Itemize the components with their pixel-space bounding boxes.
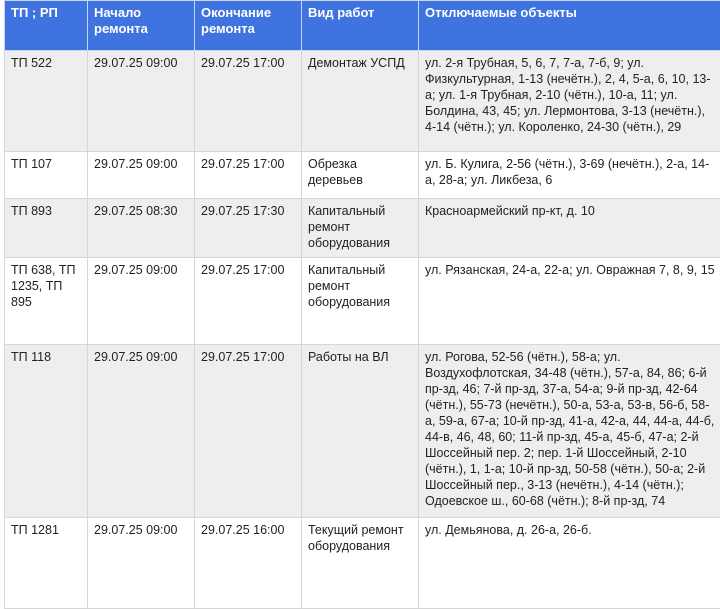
cell-work: Капитальный ремонт оборудования	[302, 199, 419, 258]
cell-tp: ТП 107	[5, 152, 88, 199]
cell-tp: ТП 893	[5, 199, 88, 258]
cell-work: Обрезка деревьев	[302, 152, 419, 199]
table-row	[5, 199, 720, 258]
header-objects: Отключаемые объекты	[419, 1, 720, 51]
cell-end: 29.07.25 17:00	[195, 152, 302, 199]
cell-start: 29.07.25 09:00	[88, 152, 195, 199]
cell-tp: ТП 638, ТП 1235, ТП 895	[5, 258, 88, 345]
cell-start: 29.07.25 09:00	[88, 345, 195, 518]
cell-end: 29.07.25 16:00	[195, 518, 302, 609]
cell-work: Демонтаж УСПД	[302, 51, 419, 152]
cell-objects: ул. 2-я Трубная, 5, 6, 7, 7-а, 7-б, 9; ул. Физкультурная, 1-13 (нечётн.), 2, 4, 5-а, 6, 10, 13-а; ул. 1-я Трубная, 2-10 (чётн.), 10-а, 11; ул. Болдина, 43, 45; ул. Лермонтова, 3-13 (нечётн.), 4-14 (чётн.); ул. Короленко, 24-30 (чётн.), 29	[419, 51, 720, 152]
cell-objects: ул. Б. Кулига, 2-56 (чётн.), 3-69 (нечётн.), 2-а, 14-а, 28-а; ул. Ликбеза, 6	[419, 152, 720, 199]
header-end: Окончание ремонта	[195, 1, 302, 51]
cell-end: 29.07.25 17:00	[195, 51, 302, 152]
cell-objects: ул. Рязанская, 24-а, 22-а; ул. Овражная 7, 8, 9, 15	[419, 258, 720, 345]
table-row	[5, 51, 720, 152]
cell-start: 29.07.25 09:00	[88, 258, 195, 345]
table-row	[5, 518, 720, 609]
table-row	[5, 345, 720, 518]
header-start: Начало ремонта	[88, 1, 195, 51]
header-row	[5, 1, 720, 51]
table-row	[5, 152, 720, 199]
header-tp: ТП ; РП	[5, 1, 88, 51]
outage-table	[4, 0, 720, 609]
cell-work: Текущий ремонт оборудования	[302, 518, 419, 609]
cell-tp: ТП 522	[5, 51, 88, 152]
header-work: Вид работ	[302, 1, 419, 51]
cell-work: Работы на ВЛ	[302, 345, 419, 518]
cell-tp: ТП 118	[5, 345, 88, 518]
cell-start: 29.07.25 09:00	[88, 51, 195, 152]
cell-end: 29.07.25 17:00	[195, 258, 302, 345]
cell-tp: ТП 1281	[5, 518, 88, 609]
table-row	[5, 258, 720, 345]
cell-start: 29.07.25 09:00	[88, 518, 195, 609]
cell-work: Капитальный ремонт оборудования	[302, 258, 419, 345]
cell-end: 29.07.25 17:30	[195, 199, 302, 258]
cell-start: 29.07.25 08:30	[88, 199, 195, 258]
cell-objects: ул. Демьянова, д. 26-а, 26-б.	[419, 518, 720, 609]
cell-objects: Красноармейский пр-кт, д. 10	[419, 199, 720, 258]
cell-objects: ул. Рогова, 52-56 (чётн.), 58-а; ул. Воздухофлотская, 34-48 (чётн.), 57-а, 84, 86; 6-й пр-зд, 46; 7-й пр-зд, 37-а, 54-а; 9-й пр-зд, 42-64 (чётн.), 55-73 (нечётн.), 50-а, 53-а, 53-в, 56-б, 58-а, 59-а, 67-а; 10-й пр-зд, 41-а, 42-а, 44, 44-а, 44-б, 44-в, 46, 48, 60; 11-й пр-зд, 45-а, 45-б, 47-а; 2-й Шоссейный пер. 2; пер. 1-й Шоссейный, 2-10 (чётн.), 1, 1-а; 10-й пр-зд, 50-58 (чётн.), 50-а; 2-й Шоссейный пер., 3-13 (нечётн.), 4-14 (чётн.); Одоевское ш., 60-68 (чётн.); 8-й пр-зд, 74	[419, 345, 720, 518]
cell-end: 29.07.25 17:00	[195, 345, 302, 518]
